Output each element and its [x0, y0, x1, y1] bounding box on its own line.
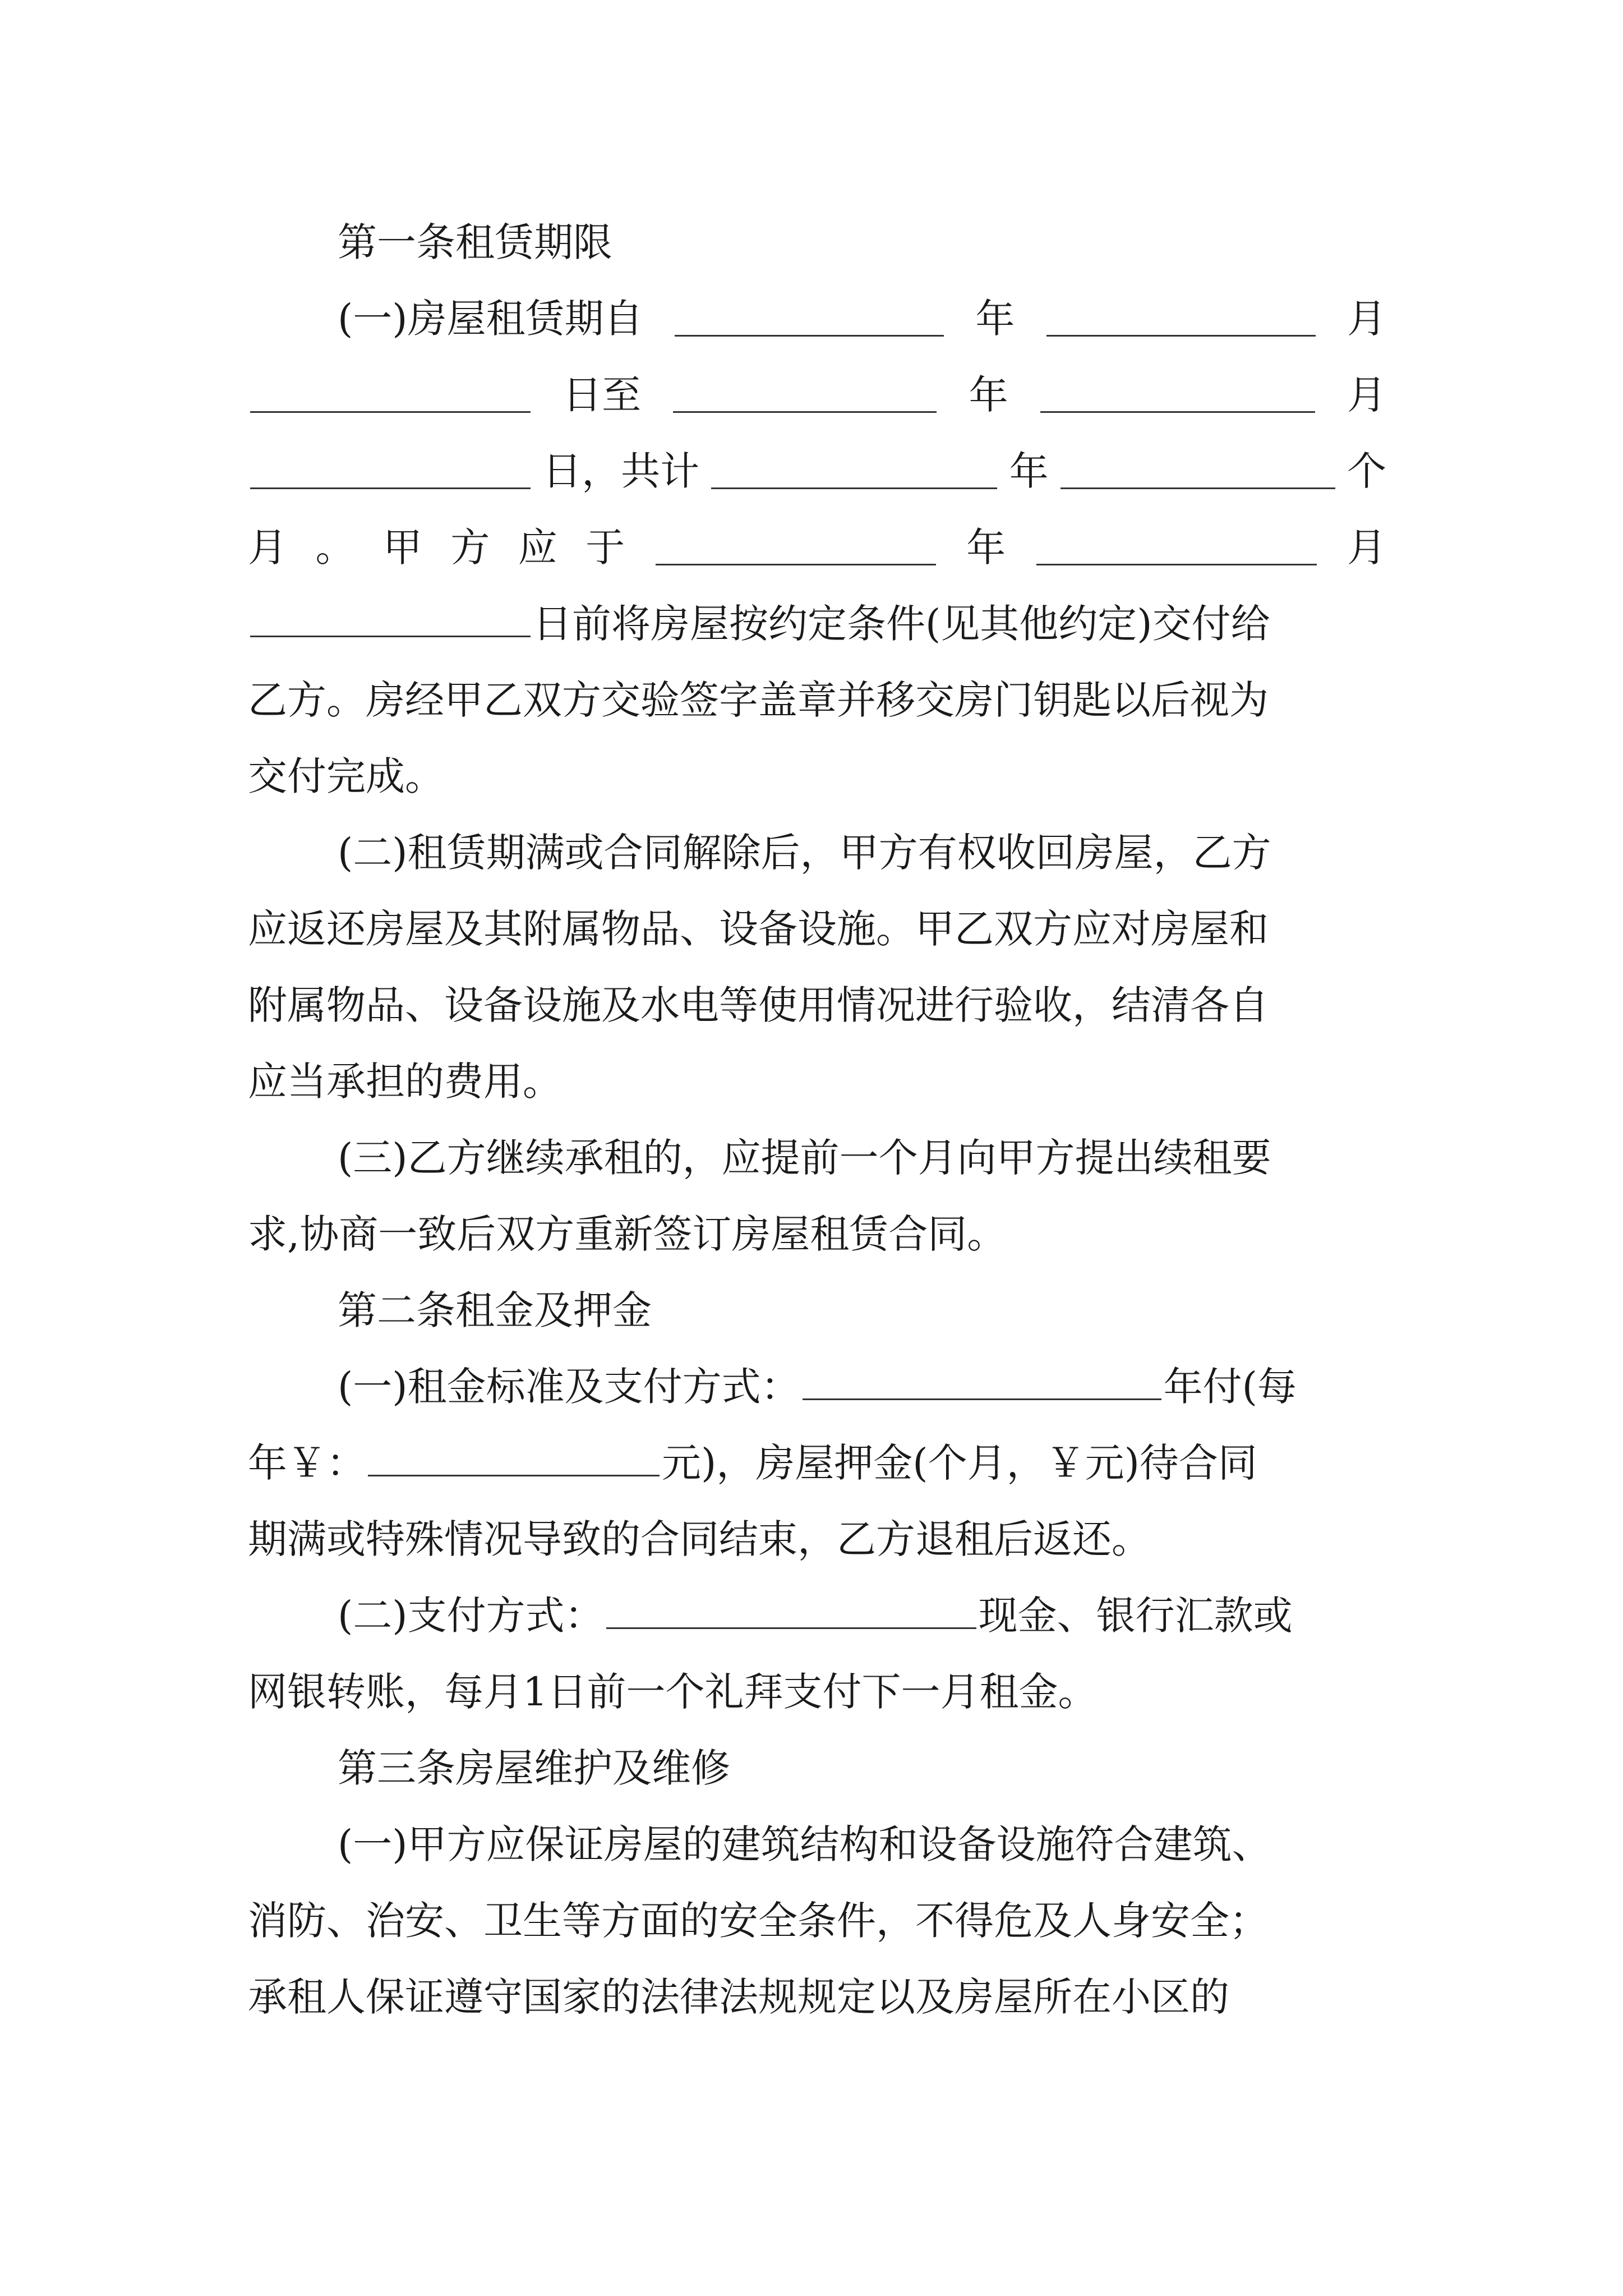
heading-article-2: 第二条租金及押金 — [338, 1287, 652, 1333]
fill-blank[interactable] — [250, 602, 531, 637]
heading-article-3: 第三条房屋维护及维修 — [338, 1745, 730, 1791]
text-segment: 甲 — [382, 524, 422, 570]
text-segment: 日至 — [562, 372, 642, 418]
fill-blank[interactable] — [250, 378, 531, 413]
paragraph-line — [338, 1349, 1386, 1425]
fill-blank[interactable] — [675, 301, 944, 337]
text-segment: 元)，房屋押金(个月，￥元)待合同 — [662, 1440, 1257, 1486]
text-segment: 。 — [315, 524, 355, 570]
text-segment: 年付(每 — [1163, 1364, 1297, 1410]
text-segment: 年￥： — [248, 1440, 366, 1486]
paragraph-line — [248, 586, 1386, 662]
text-segment: 于 — [585, 524, 625, 570]
text-segment: 月 — [248, 524, 287, 570]
text-segment: (一)租金标准及支付方式： — [338, 1364, 800, 1410]
paragraph-line: 应当承担的费用。 — [248, 1059, 562, 1105]
fill-blank[interactable] — [250, 454, 531, 489]
heading-article-1: 第一条租赁期限 — [338, 219, 612, 265]
fill-blank[interactable] — [1061, 454, 1335, 489]
text-segment: 方 — [450, 524, 490, 570]
paragraph-line — [248, 509, 1386, 586]
text-segment: 日前将房屋按约定条件(见其他约定)交付给 — [533, 601, 1270, 647]
text-segment: 月 — [1347, 524, 1386, 570]
paragraph-line — [248, 357, 1386, 433]
fill-blank[interactable] — [656, 530, 936, 565]
text-segment: 年 — [969, 372, 1008, 418]
text-segment: 个 — [1347, 448, 1386, 494]
paragraph-line: 期满或特殊情况导致的合同结束，乙方退租后返还。 — [248, 1516, 1151, 1562]
fill-blank[interactable] — [711, 454, 997, 489]
paragraph-line: 求,协商一致后双方重新签订房屋租赁合同。 — [248, 1211, 1007, 1257]
text-segment: 年 — [966, 524, 1006, 570]
paragraph-line: 消防、治安、卫生等方面的安全条件，不得危及人身安全； — [248, 1898, 1269, 1944]
fill-blank[interactable] — [673, 378, 937, 413]
paragraph-line — [338, 280, 1386, 357]
paragraph-line: 交付完成。 — [248, 753, 444, 799]
paragraph-line — [248, 433, 1386, 509]
text-segment: 月 — [1347, 296, 1386, 342]
fill-blank[interactable] — [1046, 301, 1316, 337]
paragraph-line: 网银转账，每月1日前一个礼拜支付下一月租金。 — [248, 1669, 1098, 1715]
fill-blank[interactable] — [368, 1441, 660, 1476]
fill-blank[interactable] — [606, 1594, 976, 1629]
text-segment: 月 — [1347, 372, 1386, 418]
paragraph-line — [248, 1425, 1386, 1501]
text-segment: (二)支付方式： — [338, 1593, 604, 1639]
fill-blank[interactable] — [1036, 530, 1317, 565]
paragraph-line: 承租人保证遵守国家的法律法规规定以及房屋所在小区的 — [248, 1974, 1229, 2020]
paragraph-line: 乙方。房经甲乙双方交验签字盖章并移交房门钥匙以后视为 — [248, 677, 1269, 723]
fill-blank[interactable] — [803, 1365, 1161, 1400]
text-segment: 日，共计 — [542, 448, 700, 494]
paragraph-line: (三)乙方继续承租的，应提前一个月向甲方提出续租要 — [338, 1135, 1271, 1181]
paragraph-line — [338, 1577, 1386, 1654]
text-segment: 年 — [1009, 448, 1049, 494]
paragraph-line: (二)租赁期满或合同解除后，甲方有权收回房屋，乙方 — [338, 830, 1271, 876]
text-segment: 现金、银行汇款或 — [978, 1593, 1293, 1639]
paragraph-line: 应返还房屋及其附属物品、设备设施。甲乙双方应对房屋和 — [248, 906, 1269, 952]
paragraph-line: (一)甲方应保证房屋的建筑结构和设备设施符合建筑、 — [338, 1821, 1271, 1867]
fill-blank[interactable] — [1040, 378, 1315, 413]
paragraph-line: 附属物品、设备设施及水电等使用情况进行验收，结清各自 — [248, 982, 1269, 1028]
text-segment: 应 — [518, 524, 557, 570]
text-segment: 年 — [975, 296, 1015, 342]
text-segment: (一)房屋租赁期自 — [338, 296, 643, 342]
